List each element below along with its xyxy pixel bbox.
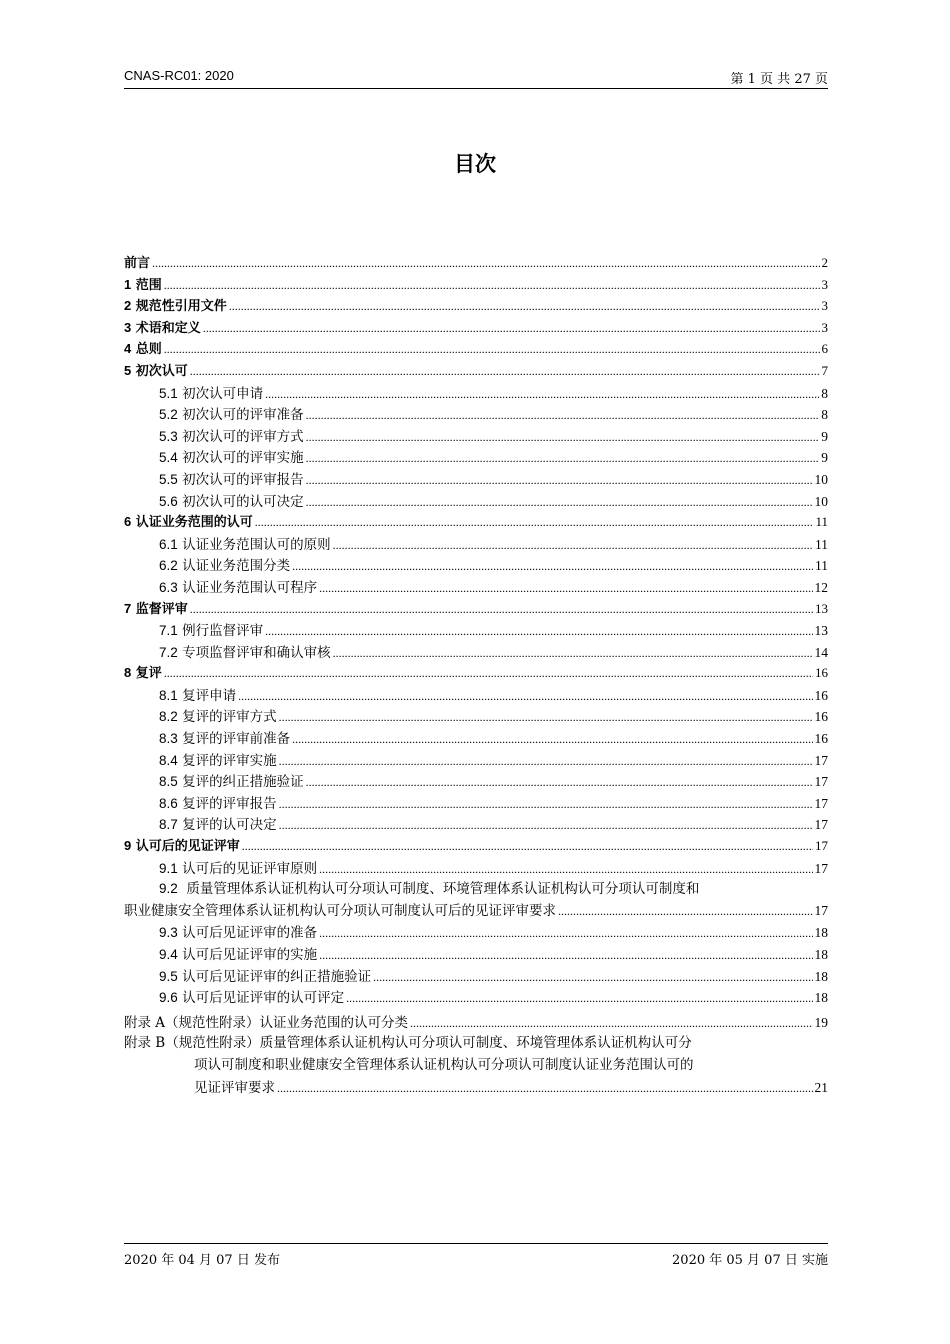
toc-entry-label	[159, 792, 277, 812]
toc-entry-text: 初次认可的评审报告	[182, 471, 304, 488]
toc-entry-label	[159, 490, 304, 510]
toc-entry-text: 复评的评审方式	[182, 709, 277, 726]
toc-entry-label	[159, 684, 236, 704]
toc-entry-number: 7.1	[159, 623, 178, 639]
leader-dots	[292, 559, 813, 574]
toc-entry-text: 术语和定义	[135, 320, 201, 336]
page-header	[124, 68, 828, 89]
toc-entry[interactable]	[124, 338, 828, 360]
appendix-b-line2: 项认可制度和职业健康安全管理体系认证机构认可分项认可制度认证业务范围认可的	[194, 1056, 694, 1073]
toc-entry[interactable]	[124, 857, 828, 879]
toc-entry-page: 9	[821, 450, 828, 466]
toc-entry-page: 17	[814, 860, 828, 876]
toc-entry-number: 6.1	[159, 536, 178, 552]
toc-entry-label	[159, 533, 331, 553]
toc-entry-page: 6	[821, 341, 828, 357]
toc-entry-number: 8.1	[159, 687, 178, 703]
toc-entry-page: 16	[814, 687, 828, 703]
toc-entry[interactable]	[124, 468, 828, 490]
toc-entry-number: 7	[124, 600, 132, 616]
leader-dots	[164, 278, 820, 293]
toc-entry-number: 9	[124, 838, 132, 854]
toc-entry[interactable]	[124, 252, 828, 274]
toc-entry-label	[124, 317, 201, 336]
toc-entry-page: 3	[821, 319, 828, 335]
toc-entry[interactable]	[124, 662, 828, 684]
toc-entry-page: 8	[821, 407, 828, 423]
toc-entry-label	[159, 382, 263, 402]
leader-dots	[319, 581, 812, 596]
toc-entry[interactable]	[124, 533, 828, 555]
toc-entry-page: 16	[814, 709, 828, 725]
toc-entry-label	[159, 857, 317, 877]
toc-entry-number: 7.2	[159, 644, 178, 660]
toc-entry-text: 认可后见证评审的纠正措施验证	[182, 968, 372, 985]
toc-tail-list	[124, 921, 828, 1007]
toc-entry[interactable]	[124, 727, 828, 749]
page-title: 目次	[454, 152, 496, 176]
leader-dots	[203, 321, 820, 336]
appendix-b-line1: 附录 B（规范性附录）质量管理体系认证机构认可分项认可制度、环境管理体系认证机构认可分	[124, 1035, 692, 1052]
page-info: 第 1 页 共 27 页	[730, 72, 828, 87]
toc-entry-page: 12	[814, 579, 828, 595]
toc-entry-page: 2	[821, 255, 828, 270]
toc-entry-text: 认证业务范围分类	[182, 558, 291, 575]
toc-entry-text: 监督评审	[135, 601, 188, 617]
toc-entry-text: 规范性引用文件	[135, 299, 227, 315]
toc-entry[interactable]	[124, 382, 828, 404]
toc-entry[interactable]	[124, 317, 828, 339]
toc-appendix-b[interactable]	[124, 1033, 828, 1098]
leader-dots	[319, 948, 812, 963]
toc-entry-text: 初次认可的评审准备	[182, 407, 304, 424]
toc-entry-page: 3	[821, 276, 828, 292]
toc-entry-text: 认可后见证评审的实施	[182, 947, 318, 963]
toc-entry-number: 6	[124, 514, 132, 530]
toc-entry-label	[124, 274, 162, 293]
leader-dots	[279, 754, 813, 769]
toc-entry-page: 17	[814, 774, 828, 790]
toc-entry-number: 4	[124, 341, 132, 357]
toc-entry-number: 5.2	[159, 407, 178, 423]
toc-entry-text: 认证业务范围认可程序	[182, 579, 318, 596]
toc-entry-label	[159, 727, 290, 747]
toc-entry-text: 初次认可申请	[182, 385, 264, 402]
toc-entry-number: 6.2	[159, 558, 178, 574]
toc-entry-text: 专项监督评审和确认审核	[182, 644, 331, 661]
toc-entry-number: 9.3	[159, 925, 178, 941]
toc-entry-label	[124, 295, 227, 314]
toc-entry-number: 8	[124, 665, 132, 681]
leader-dots	[265, 624, 812, 639]
toc-entry-label	[124, 511, 253, 530]
leader-dots	[306, 495, 813, 510]
toc-entry-text: 总则	[135, 342, 162, 358]
toc-entry-number: 2	[124, 298, 132, 314]
effective-date: 2020 年 05 月 07 日 实施	[672, 1253, 828, 1268]
toc-entry[interactable]	[124, 360, 828, 382]
toc-entry-text: 复评的评审实施	[182, 752, 277, 769]
toc-entry-label	[124, 360, 188, 379]
leader-dots	[164, 666, 813, 681]
leader-dots	[558, 901, 813, 923]
leader-dots	[306, 775, 813, 790]
toc-entry[interactable]	[124, 576, 828, 598]
leader-dots	[346, 991, 812, 1006]
toc-entry-label	[159, 619, 263, 639]
toc-entry-text: 认可后见证评审的认可评定	[182, 990, 345, 1007]
toc-entry[interactable]	[124, 770, 828, 792]
leader-dots	[333, 646, 813, 661]
toc-entry-page: 17	[814, 817, 828, 833]
appendix-a-label: 附录 A（规范性附录）认证业务范围的认可分类	[124, 1014, 409, 1031]
toc-entry[interactable]	[124, 705, 828, 727]
toc-entry-text: 初次认可	[135, 363, 188, 379]
toc-entry[interactable]	[124, 965, 828, 987]
toc-entry-number: 5.6	[159, 493, 178, 509]
toc-entry-label	[159, 965, 371, 985]
toc-entry-page: 17	[814, 752, 828, 768]
toc-entry-number: 5.4	[159, 450, 178, 466]
toc-entry-text: 复评申请	[182, 687, 237, 704]
toc-entry-text: 复评	[135, 666, 162, 682]
toc-entry-page: 17	[814, 902, 828, 918]
toc-entry-label	[159, 770, 304, 790]
toc-entry-number: 1	[124, 276, 132, 292]
leader-dots	[306, 408, 820, 423]
toc-entry-text: 复评的认可决定	[182, 817, 277, 834]
toc-entry-number: 8.5	[159, 774, 178, 790]
toc-entry-number: 5.1	[159, 385, 178, 401]
leader-dots	[152, 256, 819, 271]
toc-entry-number: 9.2	[159, 881, 178, 897]
leader-dots	[373, 970, 812, 985]
leader-dots	[306, 473, 813, 488]
toc-entry-label	[159, 943, 317, 963]
toc-entry-label	[159, 813, 277, 833]
leader-dots	[333, 538, 813, 553]
toc-entry-page: 16	[815, 665, 828, 681]
toc-entry-text: 复评的评审前准备	[182, 731, 291, 748]
toc-entry[interactable]	[124, 619, 828, 641]
toc-entry[interactable]	[124, 295, 828, 317]
toc-entry-label	[159, 576, 317, 596]
leader-dots	[292, 732, 812, 747]
toc-entry-page: 7	[821, 362, 828, 378]
toc-entry[interactable]	[124, 446, 828, 468]
toc-entry-text: 认证业务范围认可的原则	[182, 536, 331, 553]
toc-entry-number: 9.5	[159, 968, 178, 984]
leader-dots	[410, 1013, 812, 1035]
leader-dots	[319, 926, 812, 941]
toc-entry-text: 初次认可的认可决定	[182, 493, 304, 510]
toc-entry[interactable]	[124, 641, 828, 663]
toc-entry-text: 初次认可的评审方式	[182, 428, 304, 445]
toc-entry-label	[159, 554, 290, 574]
toc-entry-label	[124, 598, 188, 617]
toc-entry[interactable]	[124, 511, 828, 533]
leader-dots	[190, 364, 820, 379]
toc-entry-number: 8.2	[159, 709, 178, 725]
leader-dots	[306, 430, 820, 445]
toc-entry-page: 16	[814, 731, 828, 747]
toc-entry[interactable]	[124, 813, 828, 835]
toc-entry[interactable]	[124, 835, 828, 857]
toc-entry-page: 10	[814, 471, 828, 487]
toc-entry-page: 14	[814, 644, 828, 660]
toc-entry-label-line2: 职业健康安全管理体系认证机构认可分项认可制度认可后的见证评审要求	[124, 902, 556, 919]
toc-entry-text: 复评的评审报告	[182, 795, 277, 812]
toc-entry[interactable]	[124, 598, 828, 620]
toc-main-list	[124, 252, 828, 878]
toc-entry[interactable]	[124, 921, 828, 943]
document-code: CNAS-RC01: 2020	[124, 68, 234, 83]
toc-entry-label	[159, 749, 277, 769]
toc-entry-number: 8.7	[159, 817, 178, 833]
toc-entry-page: 13	[814, 623, 828, 639]
leader-dots	[190, 602, 813, 617]
toc-entry-text: 认可后的见证评审	[135, 839, 240, 855]
toc-entry-label	[159, 403, 304, 423]
leader-dots	[255, 515, 814, 530]
toc-entry-label	[159, 641, 331, 661]
toc-entry-label	[124, 662, 162, 681]
appendix-a-page: 19	[814, 1014, 828, 1030]
toc-entry-label-line1: 质量管理体系认证机构认可分项认可制度、环境管理体系认证机构认可分项认可制度和	[186, 881, 700, 898]
toc-entry-label	[159, 921, 317, 941]
leader-dots	[279, 797, 813, 812]
toc-entry-text: 复评的纠正措施验证	[182, 774, 304, 791]
toc-entry-text: 认可后的见证评审原则	[182, 860, 318, 877]
appendix-b-line3: 见证评审要求	[194, 1079, 275, 1096]
toc-appendix-a[interactable]	[124, 1012, 828, 1034]
toc-entry-page: 18	[814, 968, 828, 984]
toc-entry-page: 18	[814, 947, 828, 962]
leader-dots	[242, 839, 813, 854]
toc-entry[interactable]	[124, 986, 828, 1008]
leader-dots	[164, 342, 820, 357]
toc-entry[interactable]	[124, 554, 828, 576]
toc-entry-page: 11	[815, 536, 828, 552]
toc-entry[interactable]	[124, 792, 828, 814]
toc-entry-text: 认可后见证评审的准备	[182, 925, 318, 942]
toc-entry-page: 17	[815, 838, 828, 854]
toc-entry-9-2[interactable]	[124, 878, 828, 921]
leader-dots	[306, 451, 820, 466]
toc-entry-page: 10	[814, 493, 828, 509]
leader-dots	[277, 1078, 813, 1100]
toc-entry-number: 9.4	[159, 947, 178, 962]
toc-entry-page: 18	[814, 925, 828, 941]
toc-entry[interactable]	[124, 490, 828, 512]
toc-entry[interactable]	[124, 274, 828, 296]
toc-entry-number: 8.4	[159, 752, 178, 768]
toc-entry-number: 5.3	[159, 428, 178, 444]
toc-entry-page: 8	[821, 385, 828, 401]
toc-entry-label	[159, 446, 304, 466]
toc-entry-label	[124, 252, 150, 271]
leader-dots	[279, 710, 813, 725]
toc-entry-label	[159, 705, 277, 725]
toc-entry-text: 认证业务范围的认可	[135, 515, 253, 531]
toc-entry-number: 8.6	[159, 795, 178, 811]
toc-entry-text: 初次认可的评审实施	[182, 450, 304, 467]
toc-entry-number: 5.5	[159, 471, 178, 487]
toc-entry-number: 8.3	[159, 731, 178, 747]
toc-entry-page: 17	[814, 795, 828, 811]
page-footer	[124, 1243, 828, 1266]
toc-entry-label	[124, 835, 240, 854]
toc-entry-number: 5	[124, 362, 132, 378]
leader-dots	[279, 818, 813, 833]
toc-entry-page: 3	[821, 298, 828, 314]
toc-entry[interactable]	[124, 943, 828, 965]
toc-entry[interactable]	[124, 749, 828, 771]
toc-entry[interactable]	[124, 403, 828, 425]
toc-entry-number: 9.1	[159, 860, 178, 876]
toc-entry[interactable]	[124, 425, 828, 447]
toc-entry-page: 11	[815, 558, 828, 574]
toc-entry-page: 11	[815, 514, 828, 530]
leader-dots	[229, 299, 820, 314]
issue-date: 2020 年 04 月 07 日 发布	[124, 1253, 280, 1268]
toc-entry-text: 范围	[135, 277, 162, 293]
toc-entry-number: 9.6	[159, 990, 178, 1006]
appendix-b-page: 21	[814, 1079, 828, 1095]
toc-entry-page: 9	[821, 428, 828, 444]
toc-entry-label	[159, 425, 304, 445]
toc-entry-label	[159, 468, 304, 488]
leader-dots	[265, 387, 819, 402]
toc-entry[interactable]	[124, 684, 828, 706]
toc-entry-page: 18	[814, 990, 828, 1006]
toc-entry-text: 前言	[124, 256, 151, 271]
leader-dots	[319, 862, 812, 877]
toc-entry-number: 3	[124, 319, 132, 335]
toc-entry-label	[124, 338, 162, 357]
toc-entry-page: 13	[815, 600, 828, 616]
table-of-contents	[124, 252, 828, 1098]
toc-entry-label	[159, 986, 344, 1006]
toc-entry-text: 例行监督评审	[182, 623, 264, 640]
leader-dots	[238, 689, 812, 704]
toc-entry-number: 6.3	[159, 579, 178, 595]
